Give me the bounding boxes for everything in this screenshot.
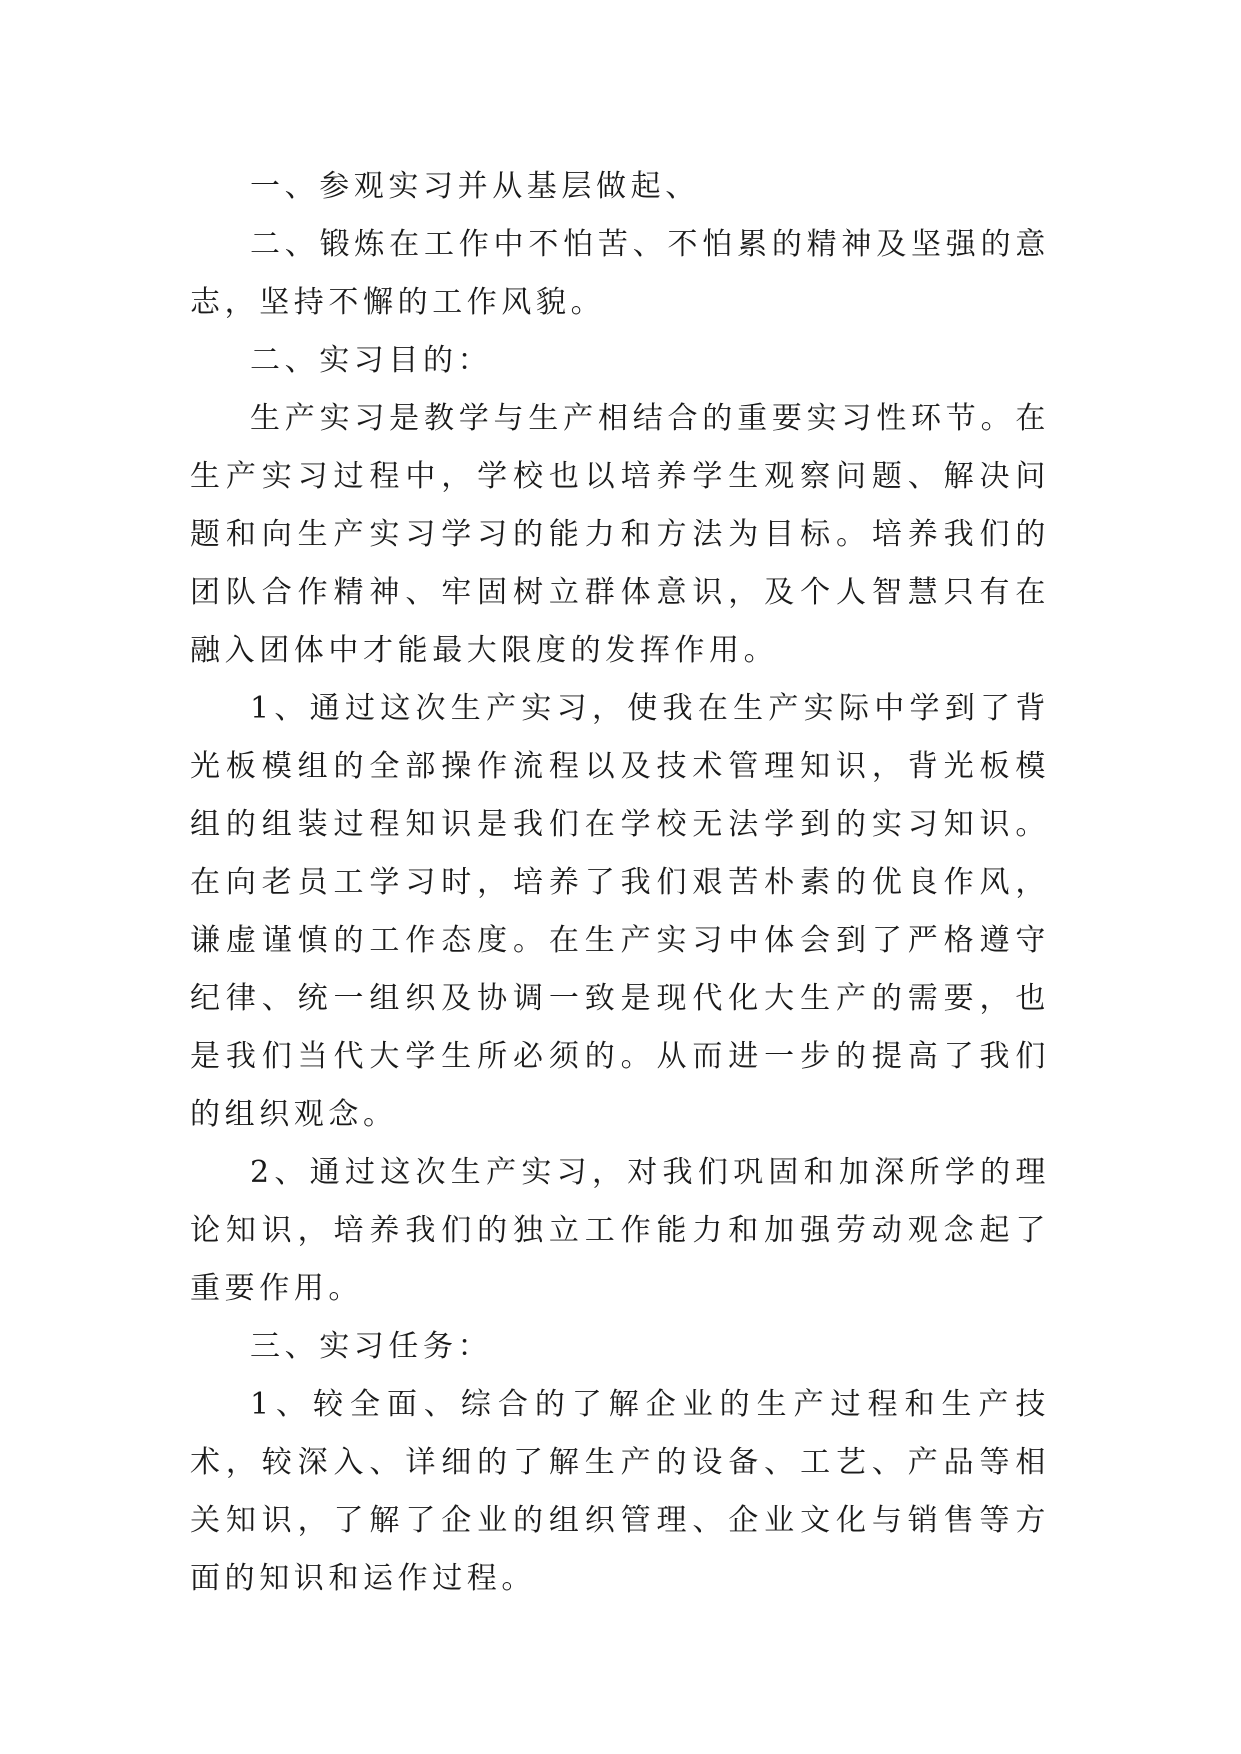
paragraph-visit-practice: 一、参观实习并从基层做起、 <box>250 169 700 204</box>
paragraph-purpose-item-2: 2、通过这次生产实习，对我们巩固和加深所学的理论知识，培养我们的独立工作能力和加强劳动观念起了重要作用。 <box>190 1155 1050 1306</box>
section-heading-tasks: 三、实习任务： <box>250 1329 493 1364</box>
paragraph-tasks-item-1: 1、较全面、综合的了解企业的生产过程和生产技术，较深入、详细的了解生产的设备、工艺、产品等相关知识，了解了企业的组织管理、企业文化与销售等方面的知识和运作过程。 <box>190 1387 1050 1596</box>
section-heading-purpose: 二、实习目的： <box>250 343 493 378</box>
paragraph-purpose-item-1: 1、通过这次生产实习，使我在生产实际中学到了背光板模组的全部操作流程以及技术管理知识，背光板模组的组装过程知识是我们在学校无法学到的实习知识。在向老员工学习时，培养了我们艰苦朴素的优良作风，谦虚谨慎的工作态度。在生产实习中体会到了严格遵守纪律、统一组织及协调一致是现代化大生产的需要，也是我们当代大学生所必须的。从而进一步的提高了我们的组织观念。 <box>190 691 1050 1132</box>
paragraph-purpose-body: 生产实习是教学与生产相结合的重要实习性环节。在生产实习过程中，学校也以培养学生观察问题、解决问题和向生产实习学习的能力和方法为目标。培养我们的团队合作精神、牢固树立群体意识，及个人智慧只有在融入团体中才能最大限度的发挥作用。 <box>190 401 1050 668</box>
document-body <box>190 158 1050 1608</box>
paragraph-training-spirit: 二、锻炼在工作中不怕苦、不怕累的精神及坚强的意志，坚持不懈的工作风貌。 <box>190 227 1050 320</box>
